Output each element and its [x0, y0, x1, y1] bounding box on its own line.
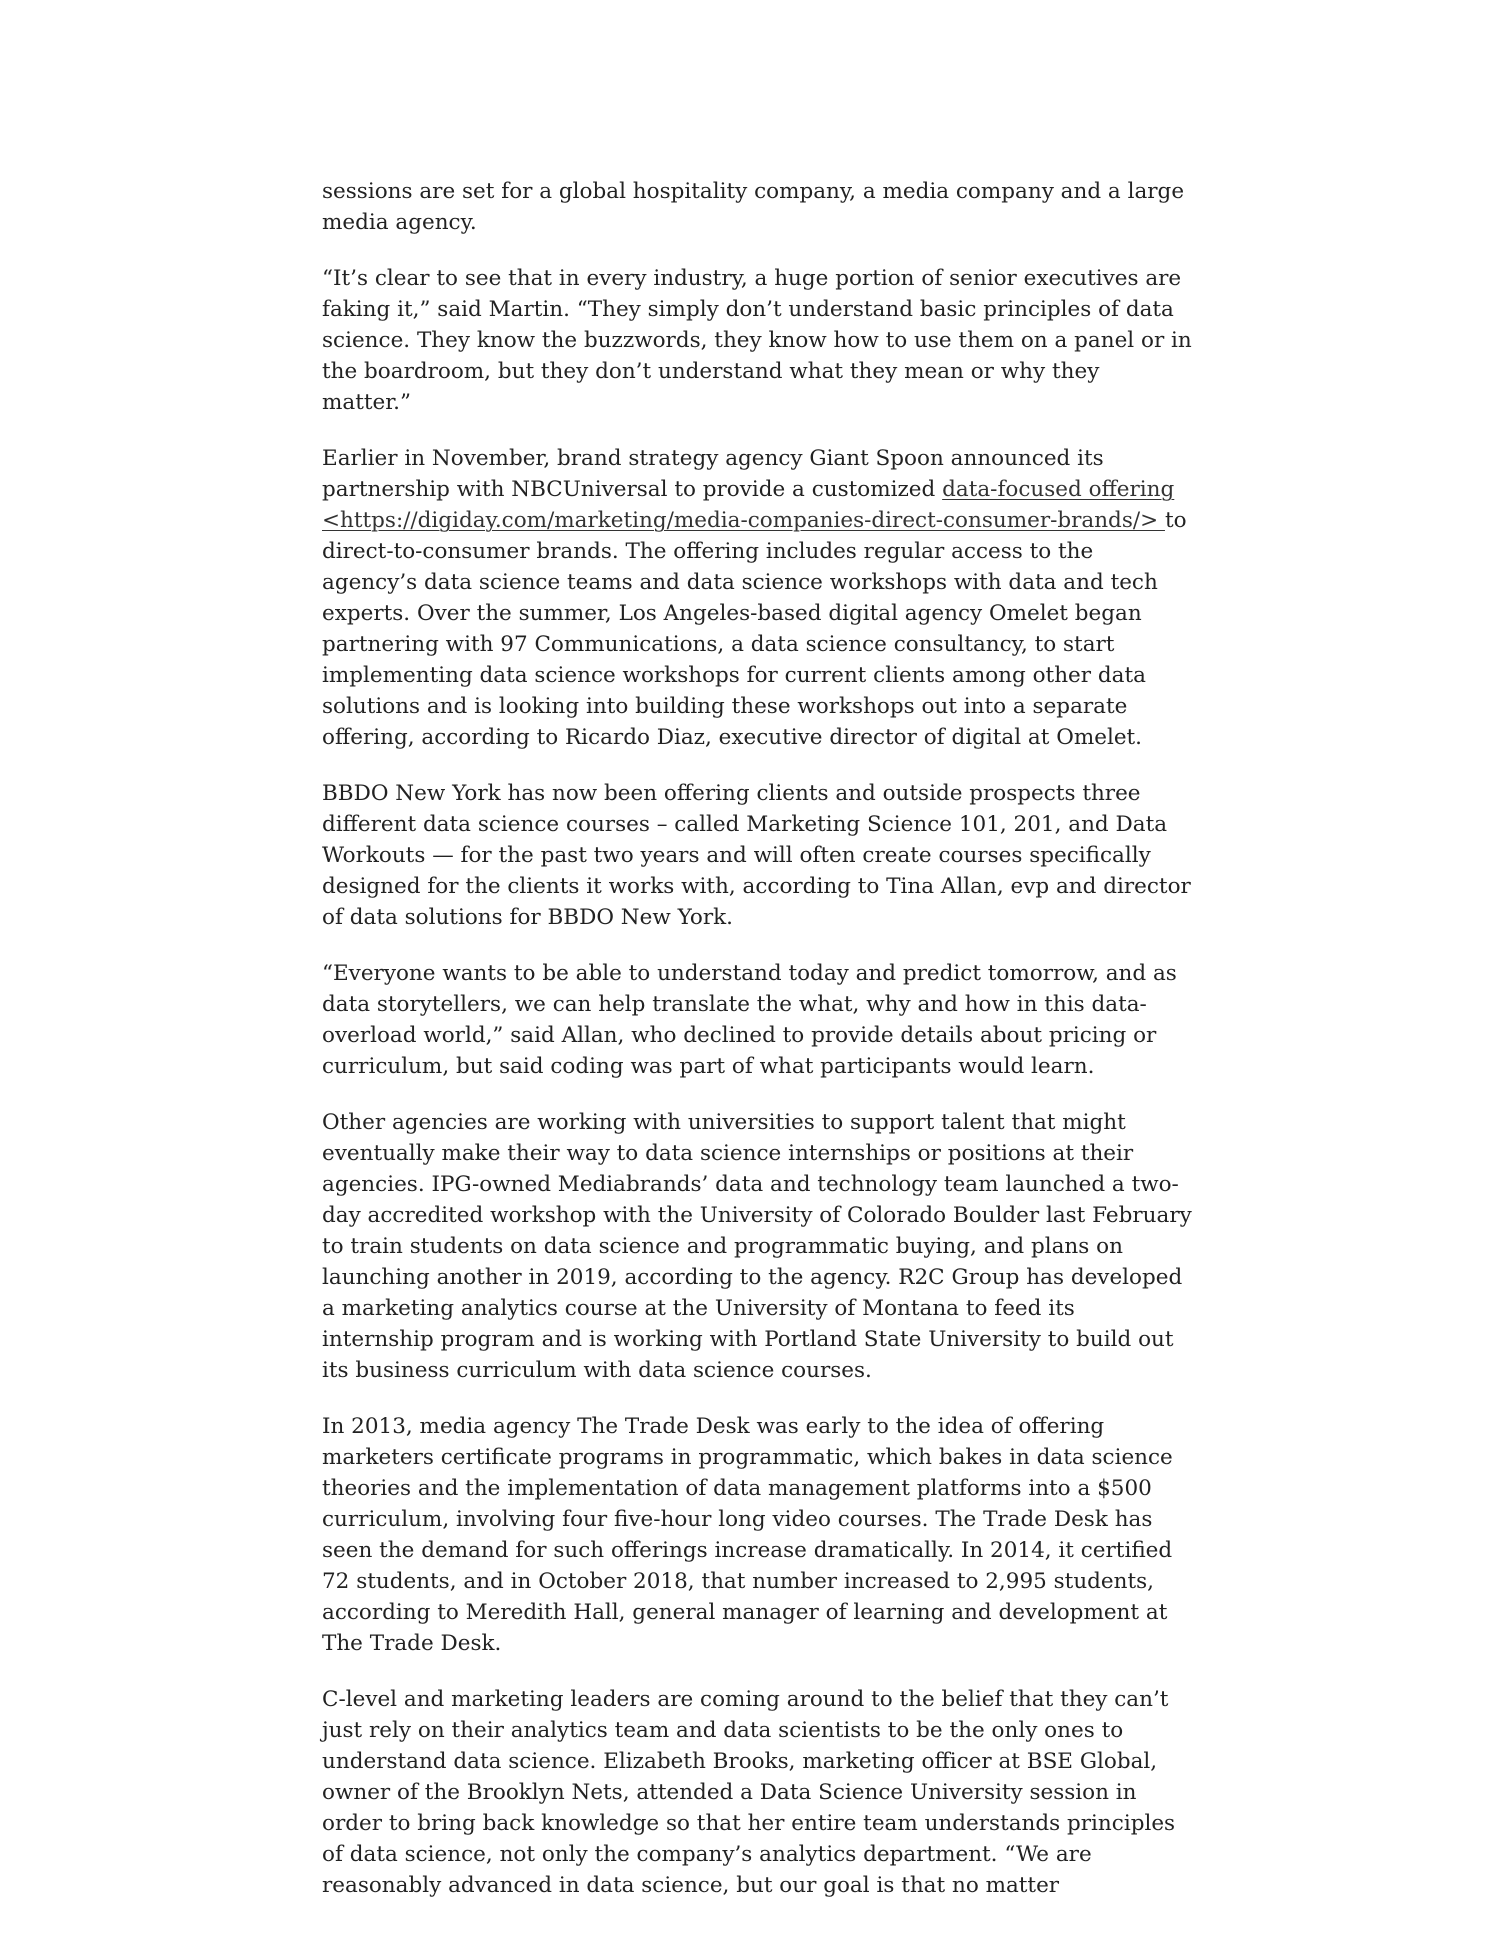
paragraph-text-before-link: Earlier in November, brand strategy agency Giant Spoon announced its partnership with NBCUniversal to provide a customized [322, 446, 1104, 502]
paragraph-c-level: C-level and marketing leaders are coming around to the belief that they can’t just rely on their analytics team and data scientists to be the only ones to understand data science. Elizabeth Brooks, marketing officer at BSE Global, owner of the Brooklyn Nets, attended a Data Science University session in order to bring back knowledge so that her entire team understands principles of data science, not only the company’s analytics department. “We are reasonably advanced in data science, but our goal is that no matter [322, 1687, 1176, 1898]
paragraph-bbdo: BBDO New York has now been offering clients and outside prospects three different data science courses – called Marketing Science 101, 201, and Data Workouts — for the past two years and will often create courses specifically designed for the clients it works with, according to Tina Allan, evp and director of data solutions for BBDO New York. [322, 781, 1191, 930]
paragraph-allan-quote: “Everyone wants to be able to understand today and predict tomorrow, and as data storytellers, we can help translate the what, why and how in this data-overload world,” said Allan, who declined to provide details about pricing or curriculum, but said coding was part of what participants would learn. [322, 961, 1177, 1079]
paragraph-universities: Other agencies are working with universities to support talent that might eventually make their way to data science internships or positions at their agencies. IPG-owned Mediabrands’ data and technology team launched a two-day accredited workshop with the University of Colorado Boulder last February to train students on data science and programmatic buying, and plans on launching another in 2019, according to the agency. R2C Group has developed a marketing analytics course at the University of Montana to feed its internship program and is working with Portland State University to build out its business curriculum with data science courses. [322, 1110, 1192, 1383]
paragraph-trade-desk: In 2013, media agency The Trade Desk was early to the idea of offering marketers certificate programs in programmatic, which bakes in data science theories and the implementation of data management platforms into a $500 curriculum, involving four five-hour long video courses. The Trade Desk has seen the demand for such offerings increase dramatically. In 2014, it certified 72 students, and in October 2018, that number increased to 2,995 students, according to Meredith Hall, general manager of learning and development at The Trade Desk. [322, 1414, 1173, 1656]
paragraph-sessions: sessions are set for a global hospitality company, a media company and a large media agency. [322, 179, 1185, 235]
paragraph-giant-spoon [322, 443, 1192, 753]
paragraph-martin-quote: “It’s clear to see that in every industry, a huge portion of senior executives are faking it,” said Martin. “They simply don’t understand basic principles of data science. They know the buzzwords, they know how to use them on a panel or in the boardroom, but they don’t understand what they mean or why they matter.” [322, 266, 1192, 415]
article-body [322, 176, 1192, 1926]
paragraph-text-after-link: to direct-to-consumer brands. The offering includes regular access to the agency’s data science teams and data science workshops with data and tech experts. Over the summer, Los Angeles-based digital agency Omelet began partnering with 97 Communications, a data science consultancy, to start implementing data science workshops for current clients among other data solutions and is looking into building these workshops out into a separate offering, according to Ricardo Diaz, executive director of digital at Omelet. [322, 508, 1187, 750]
data-focused-offering-link[interactable]: data-focused offering <https://digiday.com/marketing/media-companies-direct-consumer-brands/> [322, 477, 1175, 533]
